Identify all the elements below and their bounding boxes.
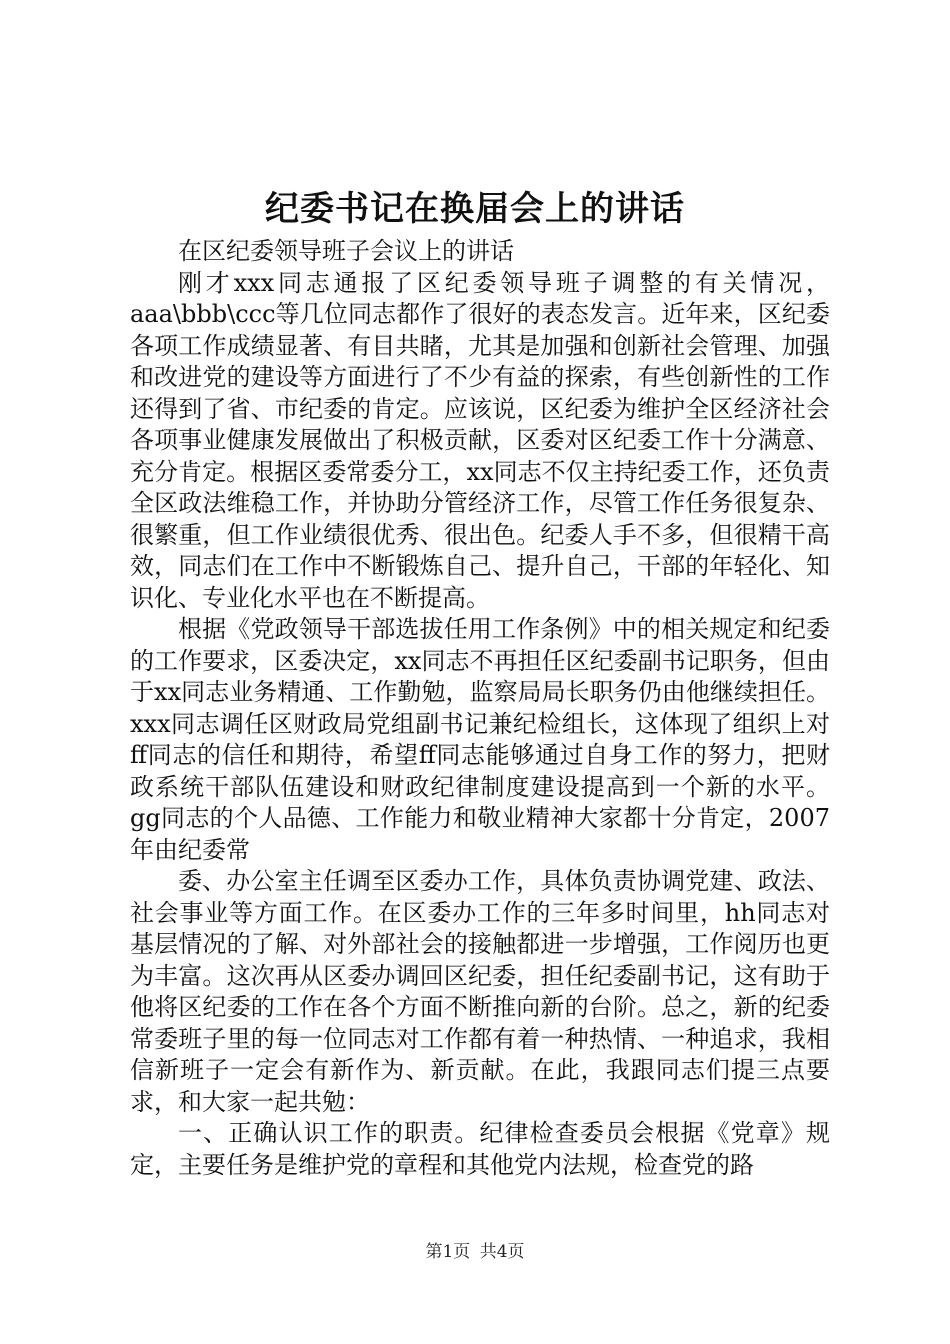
document-title: 纪委书记在换届会上的讲话 [265, 189, 685, 229]
document-body [130, 236, 830, 1181]
page-footer [0, 1240, 950, 1264]
paragraph: 一、正确认识工作的职责。纪律检查委员会根据《党章》规定，主要任务是维护党的章程和其他党内法规，检查党的路 [130, 1119, 830, 1179]
page-number: 第1页 [425, 1242, 471, 1262]
paragraph: 刚才xxx同志通报了区纪委领导班子调整的有关情况，aaa\bbb\ccc等几位同志都作了很好的表态发言。近年来，区纪委各项工作成绩显著、有目共睹，尤其是加强和创新社会管理、加强和改进党的建设等方面进行了不少有益的探索，有些创新性的工作还得到了省、市纪委的肯定。应该说，区纪委为维护全区经济社会各项事业健康发展做出了积极贡献，区委对区纪委工作十分满意、充分肯定。根据区委常委分工，xx同志不仅主持纪委工作，还负责全区政法维稳工作，并协助分管经济工作，尽管工作任务很复杂、很繁重，但工作业绩很优秀、很出色。纪委人手不多，但很精干高效，同志们在工作中不断锻炼自己、提升自己，干部的年轻化、知识化、专业化水平也在不断提高。 [130, 268, 830, 612]
paragraph: 委、办公室主任调至区委办工作，具体负责协调党建、政法、社会事业等方面工作。在区委办工作的三年多时间里，hh同志对基层情况的了解、对外部社会的接触都进一步增强，工作阅历也更为丰富。这次再从区委办调回区纪委，担任纪委副书记，这有助于他将区纪委的工作在各个方面不断推向新的台阶。总之，新的纪委常委班子里的每一位同志对工作都有着一种热情、一种追求，我相信新班子一定会有新作为、新贡献。在此，我跟同志们提三点要求，和大家一起共勉： [130, 867, 830, 1116]
document-subtitle: 在区纪委领导班子会议上的讲话 [178, 237, 514, 265]
page-total: 共4页 [479, 1242, 525, 1262]
paragraph: 根据《党政领导干部选拔任用工作条例》中的相关规定和纪委的工作要求，区委决定，xx同志不再担任区纪委副书记职务，但由于xx同志业务精通、工作勤勉，监察局局长职务仍由他继续担任。xxx同志调任区财政局党组副书记兼纪检组长，这体现了组织上对ff同志的信任和期待，希望ff同志能够通过自身工作的努力，把财政系统干部队伍建设和财政纪律制度建设提高到一个新的水平。gg同志的个人品德、工作能力和敬业精神大家都十分肯定，2007年由纪委常 [130, 615, 830, 864]
